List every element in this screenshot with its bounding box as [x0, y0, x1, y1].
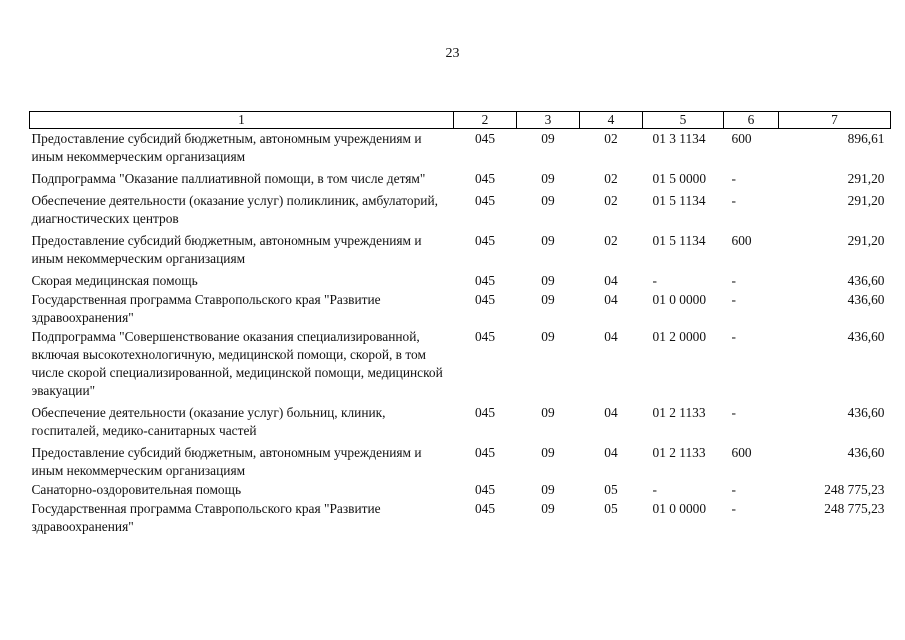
row-name-cell: Санаторно-оздоровительная помощь — [31, 482, 242, 497]
budget-table — [29, 111, 891, 536]
page-number: 23 — [445, 46, 460, 61]
row-expense-type-cell: - — [731, 171, 736, 186]
row-target-article-cell: 01 2 1133 — [652, 445, 706, 460]
row-section-cell: 09 — [541, 131, 555, 146]
row-subsection-cell: 05 — [604, 501, 618, 516]
row-target-article-cell: 01 2 0000 — [652, 329, 707, 344]
table-row — [30, 169, 891, 191]
column-header: 5 — [643, 112, 724, 129]
column-header: 2 — [454, 112, 517, 129]
row-name-cell: Предоставление субсидий бюджетным, автономным учреждениям и иным некоммерческим организациям — [31, 131, 422, 164]
row-amount-cell: 896,61 — [847, 131, 885, 146]
row-amount-cell: 291,20 — [847, 171, 885, 186]
row-name-cell: Подпрограмма "Оказание паллиативной помощи, в том числе детям" — [31, 171, 426, 186]
row-section-cell: 09 — [541, 171, 555, 186]
row-code-cell: 045 — [474, 329, 496, 344]
row-name-cell: Подпрограмма "Совершенствование оказания специализированной, включая высокотехнологичную, медицинской помощи, скорой, в том числе скорой специализированной, медицинской помощи, медицинской эвакуации" — [31, 329, 443, 398]
table-row — [30, 290, 891, 327]
table-row — [30, 403, 891, 443]
row-code-cell: 045 — [474, 233, 496, 248]
row-code-cell: 045 — [474, 193, 496, 208]
row-amount-cell: 436,60 — [847, 292, 885, 307]
row-name-cell: Государственная программа Ставропольского края "Развитие здравоохранения" — [31, 292, 381, 325]
row-name-cell: Скорая медицинская помощь — [31, 273, 198, 288]
row-code-cell: 045 — [474, 501, 496, 516]
row-expense-type-cell: - — [731, 273, 736, 288]
row-subsection-cell: 04 — [604, 329, 618, 344]
row-target-article-cell: 01 0 0000 — [652, 501, 707, 516]
row-expense-type-cell: - — [731, 292, 736, 307]
row-target-article-cell: 01 2 1133 — [652, 405, 706, 420]
row-section-cell: 09 — [541, 292, 555, 307]
table-row — [30, 327, 891, 403]
row-section-cell: 09 — [541, 273, 555, 288]
row-section-cell: 09 — [541, 482, 555, 497]
row-section-cell: 09 — [541, 329, 555, 344]
row-expense-type-cell: - — [731, 482, 736, 497]
row-code-cell: 045 — [474, 482, 496, 497]
row-code-cell: 045 — [474, 273, 496, 288]
row-section-cell: 09 — [541, 193, 555, 208]
row-code-cell: 045 — [474, 405, 496, 420]
row-amount-cell: 436,60 — [847, 329, 885, 344]
row-amount-cell: 291,20 — [847, 193, 885, 208]
row-name-cell: Обеспечение деятельности (оказание услуг) больниц, клиник, госпиталей, медико-санитарных частей — [31, 405, 386, 438]
row-code-cell: 045 — [474, 445, 496, 460]
row-target-article-cell: 01 5 1134 — [652, 233, 706, 248]
row-expense-type-cell: - — [731, 329, 736, 344]
column-header: 3 — [517, 112, 580, 129]
row-amount-cell: 248 775,23 — [824, 482, 885, 497]
row-expense-type-cell: 600 — [731, 445, 752, 460]
row-name-cell: Обеспечение деятельности (оказание услуг) поликлиник, амбулаторий, диагностических центров — [31, 193, 438, 226]
column-header: 7 — [779, 112, 891, 129]
row-name-cell: Государственная программа Ставропольского края "Развитие здравоохранения" — [31, 501, 381, 534]
row-amount-cell: 436,60 — [847, 445, 885, 460]
row-target-article-cell: 01 3 1134 — [652, 131, 706, 146]
row-code-cell: 045 — [474, 292, 496, 307]
table-row — [30, 231, 891, 271]
table-row — [30, 499, 891, 536]
row-expense-type-cell: - — [731, 501, 736, 516]
row-section-cell: 09 — [541, 445, 555, 460]
row-subsection-cell: 02 — [604, 233, 618, 248]
row-subsection-cell: 04 — [604, 273, 618, 288]
column-header: 1 — [30, 112, 454, 129]
row-name-cell: Предоставление субсидий бюджетным, автономным учреждениям и иным некоммерческим организациям — [31, 233, 422, 266]
row-expense-type-cell: 600 — [731, 131, 752, 146]
row-amount-cell: 291,20 — [847, 233, 885, 248]
row-amount-cell: 436,60 — [847, 273, 885, 288]
row-expense-type-cell: - — [731, 193, 736, 208]
row-expense-type-cell: - — [731, 405, 736, 420]
row-code-cell: 045 — [474, 131, 496, 146]
row-section-cell: 09 — [541, 501, 555, 516]
row-name-cell: Предоставление субсидий бюджетным, автономным учреждениям и иным некоммерческим организациям — [31, 445, 422, 478]
row-section-cell: 09 — [541, 405, 555, 420]
row-target-article-cell: - — [652, 273, 657, 288]
table-header-row — [30, 112, 891, 129]
row-subsection-cell: 02 — [604, 193, 618, 208]
table-body — [30, 129, 891, 537]
table-row — [30, 271, 891, 290]
row-target-article-cell: 01 5 0000 — [652, 171, 707, 186]
row-subsection-cell: 05 — [604, 482, 618, 497]
row-target-article-cell: - — [652, 482, 657, 497]
column-header: 6 — [724, 112, 779, 129]
row-subsection-cell: 04 — [604, 445, 618, 460]
row-target-article-cell: 01 5 1134 — [652, 193, 706, 208]
row-amount-cell: 436,60 — [847, 405, 885, 420]
row-section-cell: 09 — [541, 233, 555, 248]
column-header: 4 — [580, 112, 643, 129]
table-row — [30, 443, 891, 480]
table-row — [30, 191, 891, 231]
row-target-article-cell: 01 0 0000 — [652, 292, 707, 307]
row-subsection-cell: 04 — [604, 292, 618, 307]
row-code-cell: 045 — [474, 171, 496, 186]
row-expense-type-cell: 600 — [731, 233, 752, 248]
row-subsection-cell: 02 — [604, 171, 618, 186]
row-subsection-cell: 02 — [604, 131, 618, 146]
table-row — [30, 480, 891, 499]
table-row — [30, 129, 891, 170]
row-subsection-cell: 04 — [604, 405, 618, 420]
row-amount-cell: 248 775,23 — [824, 501, 885, 516]
